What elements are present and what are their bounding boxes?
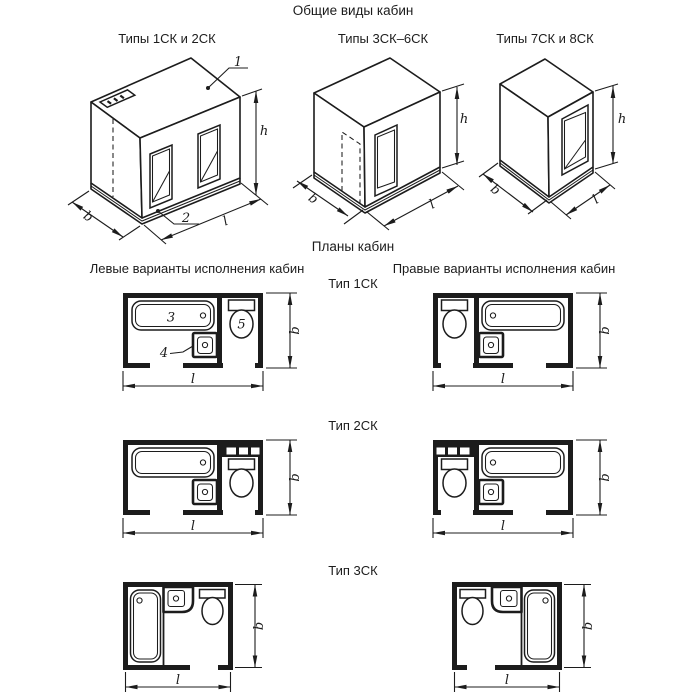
dimension-l [123, 371, 263, 391]
toilet-tank [200, 590, 226, 599]
mirrored-plan-geometry [452, 582, 562, 670]
dimension-l [433, 518, 573, 538]
dimension-b [576, 440, 613, 515]
wall-bottom-segment [183, 363, 223, 368]
wall-bottom-segment [255, 510, 263, 515]
view-label-1sk-2sk: Типы 1СК и 2СК [118, 31, 216, 46]
extension-line [344, 210, 363, 224]
dimension-l [433, 371, 573, 391]
iso-view-types-3sk-6sk [287, 55, 469, 230]
vent-slot [227, 448, 237, 455]
door-right [198, 125, 220, 188]
dimension-line [72, 202, 123, 237]
toilet [200, 590, 226, 625]
plan-type-3sk-right [444, 578, 594, 698]
row-label-type-1sk: Тип 1СК [328, 276, 378, 291]
bathtub [132, 448, 214, 477]
dim-label-l: l [175, 673, 181, 688]
toilet-tank [229, 300, 255, 311]
extension-line [528, 200, 547, 214]
extension-line [595, 162, 618, 169]
extension-line [479, 163, 498, 177]
wall-bottom-segment [123, 510, 150, 515]
dim-label-b: b [305, 190, 321, 208]
header-left-variants: Левые варианты исполнения кабин [89, 261, 305, 276]
door-front [375, 125, 397, 196]
toilet [229, 459, 255, 497]
bathtub [131, 590, 161, 662]
dimension-line [384, 186, 458, 226]
callout-number: 1 [233, 55, 243, 70]
dimension-h [442, 84, 468, 168]
dimension-b [576, 293, 613, 368]
vent-slot [251, 448, 260, 455]
iso-view-types-1sk-2sk [55, 55, 275, 250]
wall-right [258, 293, 263, 368]
extension-line [367, 212, 389, 230]
dim-label-b: b [598, 473, 613, 482]
wall-bottom-segment [123, 665, 190, 670]
dim-label-l: l [504, 673, 510, 688]
extension-line [293, 175, 312, 188]
mirrored-plan-geometry [433, 293, 573, 368]
washbasin [193, 480, 217, 504]
row-label-type-3sk: Тип 3СК [328, 563, 378, 578]
extension-line [144, 225, 166, 244]
toilet-bowl [230, 469, 253, 497]
dim-label-l: l [426, 197, 438, 213]
dim-label-h: h [617, 112, 627, 127]
wall-left [123, 582, 128, 670]
plan-type-1sk-right [415, 285, 615, 395]
door-left [150, 145, 172, 208]
dim-label-b: b [581, 621, 596, 631]
extension-line [442, 84, 464, 91]
wall-bottom-segment [255, 363, 263, 368]
dimension-h [241, 89, 268, 205]
plan-type-2sk-right [415, 432, 615, 542]
dim-label-h: h [259, 124, 269, 139]
dim-label-l: l [500, 519, 506, 534]
plan-type-2sk-left [105, 432, 305, 542]
plan-geometry [123, 582, 233, 670]
callout-leader [170, 346, 193, 354]
dim-label-b: b [288, 473, 303, 482]
dimension-l [455, 672, 560, 692]
ventilation-block [222, 445, 263, 457]
dimension-line [161, 199, 261, 240]
extension-line [442, 161, 464, 168]
dimension-l [126, 672, 231, 692]
callout-bathtub: 3 [166, 310, 176, 326]
vent-slot [239, 448, 248, 455]
dim-label-l: l [190, 519, 196, 534]
row-label-type-2sk: Тип 2СК [328, 418, 378, 433]
dimension-l [123, 518, 263, 538]
dim-label-l: l [590, 192, 602, 208]
view-label-7sk-8sk: Типы 7СК и 8СК [496, 31, 594, 46]
toilet-bowl [202, 598, 223, 625]
dim-label-l: l [500, 372, 506, 387]
wall-bottom-segment [218, 665, 233, 670]
iso-view-types-7sk-8sk [470, 57, 645, 222]
extension-line [242, 89, 262, 96]
washbasin [164, 587, 194, 612]
toilet-tank [229, 459, 255, 470]
extension-line [68, 191, 89, 205]
dimension-b [266, 293, 303, 368]
extension-line [551, 202, 571, 219]
callout-toilet: 5 [237, 317, 246, 333]
dim-label-h: h [459, 112, 469, 127]
dimension-h [595, 84, 626, 169]
dim-label-b: b [80, 208, 96, 226]
wall-top [123, 440, 263, 445]
wall-bottom-segment [183, 510, 223, 515]
dim-label-l: l [220, 214, 231, 230]
extension-line [442, 172, 464, 190]
plan-type-1sk-left [105, 285, 305, 395]
extension-line [595, 84, 618, 91]
header-right-variants: Правые варианты исполнения кабин [392, 261, 616, 276]
title-general-views: Общие виды кабин [292, 3, 414, 18]
wall-right [228, 582, 233, 670]
callout-leader [158, 211, 199, 224]
wall-left [123, 440, 128, 515]
dimension-b [266, 440, 303, 515]
dimension-line [566, 185, 610, 215]
wall-left [123, 293, 128, 368]
dim-label-b: b [487, 181, 503, 199]
mirrored-plan-geometry [433, 440, 573, 515]
plan-geometry [123, 440, 263, 515]
callout-number: 2 [181, 211, 191, 226]
callout-washbasin-group [159, 346, 193, 361]
dimension-b [235, 585, 267, 668]
wall-bottom-segment [123, 363, 150, 368]
view-label-3sk-6sk: Типы 3СК–6СК [337, 31, 429, 46]
dim-label-l: l [190, 372, 196, 387]
dim-label-b: b [598, 326, 613, 335]
callout-washbasin: 4 [159, 346, 169, 361]
extension-line [119, 226, 140, 240]
bathtub-outline [131, 590, 161, 662]
wall-top [123, 293, 263, 298]
bathtub-outline [132, 448, 214, 477]
dim-label-b: b [252, 621, 267, 631]
dim-label-b: b [288, 326, 303, 335]
extension-line [595, 172, 615, 189]
plan-type-3sk-left [115, 578, 265, 698]
washbasin [193, 333, 217, 357]
title-plans: Планы кабин [311, 239, 395, 254]
callout-2-base [156, 209, 199, 226]
dimension-b [564, 585, 596, 668]
